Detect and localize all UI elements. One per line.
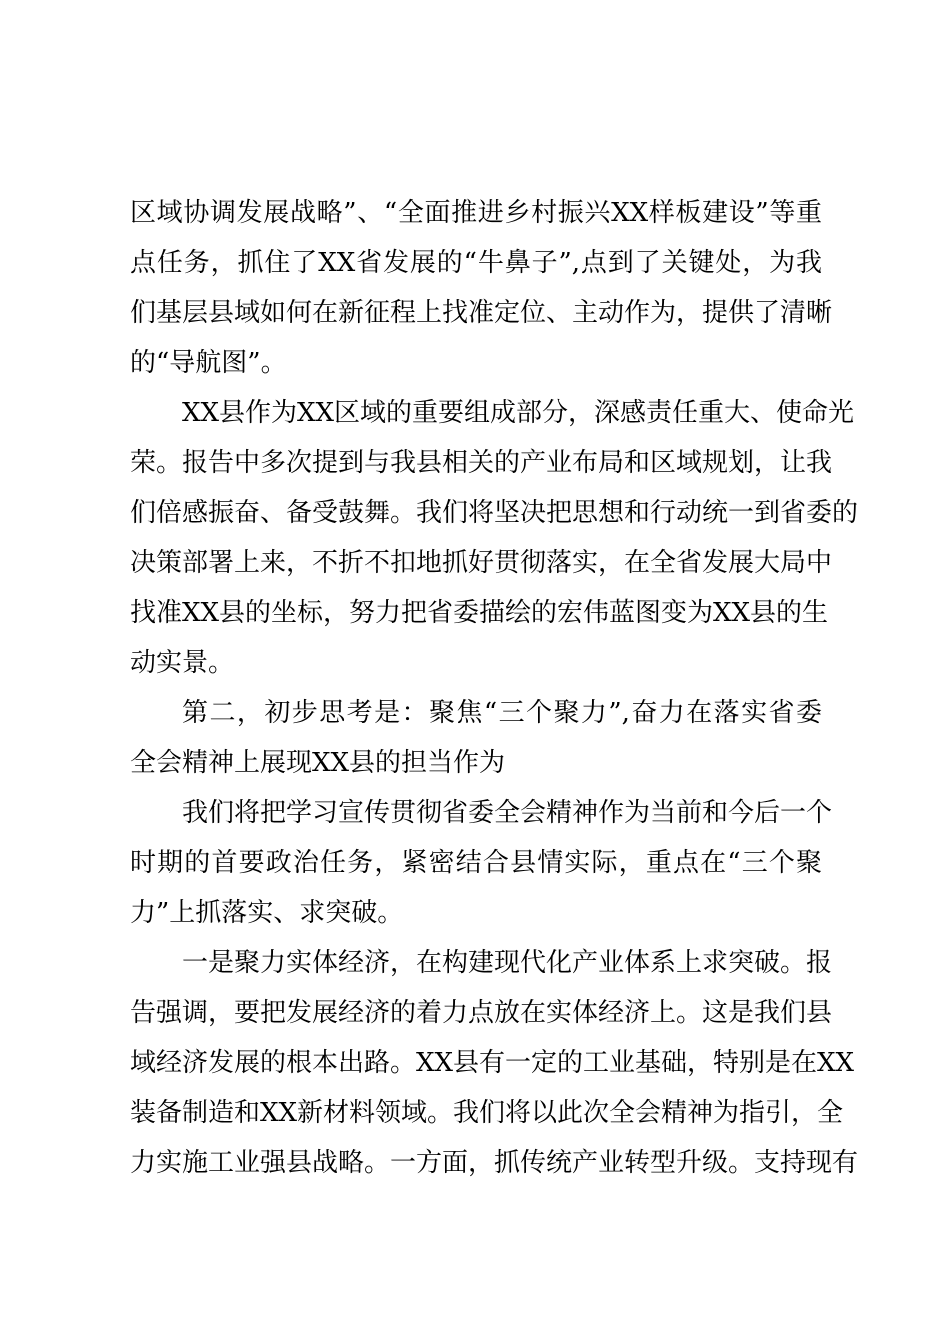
document-body <box>130 188 859 1188</box>
text-line: 们倍感振奋、备受鼓舞。我们将坚决把思想和行动统一到省委的 <box>130 498 859 528</box>
text-line: 全会精神上展现XX县的担当作为 <box>130 748 506 778</box>
text-line: 荣。报告中多次提到与我县相关的产业布局和区域规划，让我 <box>130 448 833 478</box>
text-line: 告强调，要把发展经济的着力点放在实体经济上。这是我们县 <box>130 998 833 1028</box>
paragraph <box>130 788 833 938</box>
text-line: 一是聚力实体经济，在构建现代化产业体系上求突破。报 <box>182 948 833 978</box>
text-line: 点任务，抓住了XX省发展的“牛鼻子”,点到了关键处，为我 <box>130 248 822 278</box>
text-line: 域经济发展的根本出路。XX县有一定的工业基础，特别是在XX <box>130 1048 855 1078</box>
text-line: 我们将把学习宣传贯彻省委全会精神作为当前和今后一个 <box>182 798 833 828</box>
text-line: 决策部署上来，不折不扣地抓好贯彻落实，在全省发展大局中 <box>130 548 833 578</box>
paragraph <box>130 938 859 1188</box>
text-line: 们基层县域如何在新征程上找准定位、主动作为，提供了清晰 <box>130 298 833 328</box>
text-line: 找准XX县的坐标，努力把省委描绘的宏伟蓝图变为XX县的生 <box>130 598 829 628</box>
text-line: 力实施工业强县战略。一方面，抓传统产业转型升级。支持现有 <box>130 1148 859 1178</box>
text-line: 装备制造和XX新材料领域。我们将以此次全会精神为指引，全 <box>130 1098 844 1128</box>
text-line: 动实景。 <box>130 648 235 678</box>
paragraph <box>130 188 833 388</box>
text-line: 第二，初步思考是：聚焦“三个聚力”,奋力在落实省委 <box>182 698 822 728</box>
text-line: 力”上抓落实、求突破。 <box>130 898 404 928</box>
text-line: 的“导航图”。 <box>130 348 287 378</box>
text-line: 时期的首要政治任务，紧密结合县情实际，重点在“三个聚 <box>130 848 822 878</box>
paragraph <box>130 688 822 788</box>
text-line: XX县作为XX区域的重要组成部分，深感责任重大、使命光 <box>182 398 855 428</box>
text-line: 区域协调发展战略”、“全面推进乡村振兴XX样板建设”等重 <box>130 198 822 228</box>
paragraph <box>130 388 859 688</box>
